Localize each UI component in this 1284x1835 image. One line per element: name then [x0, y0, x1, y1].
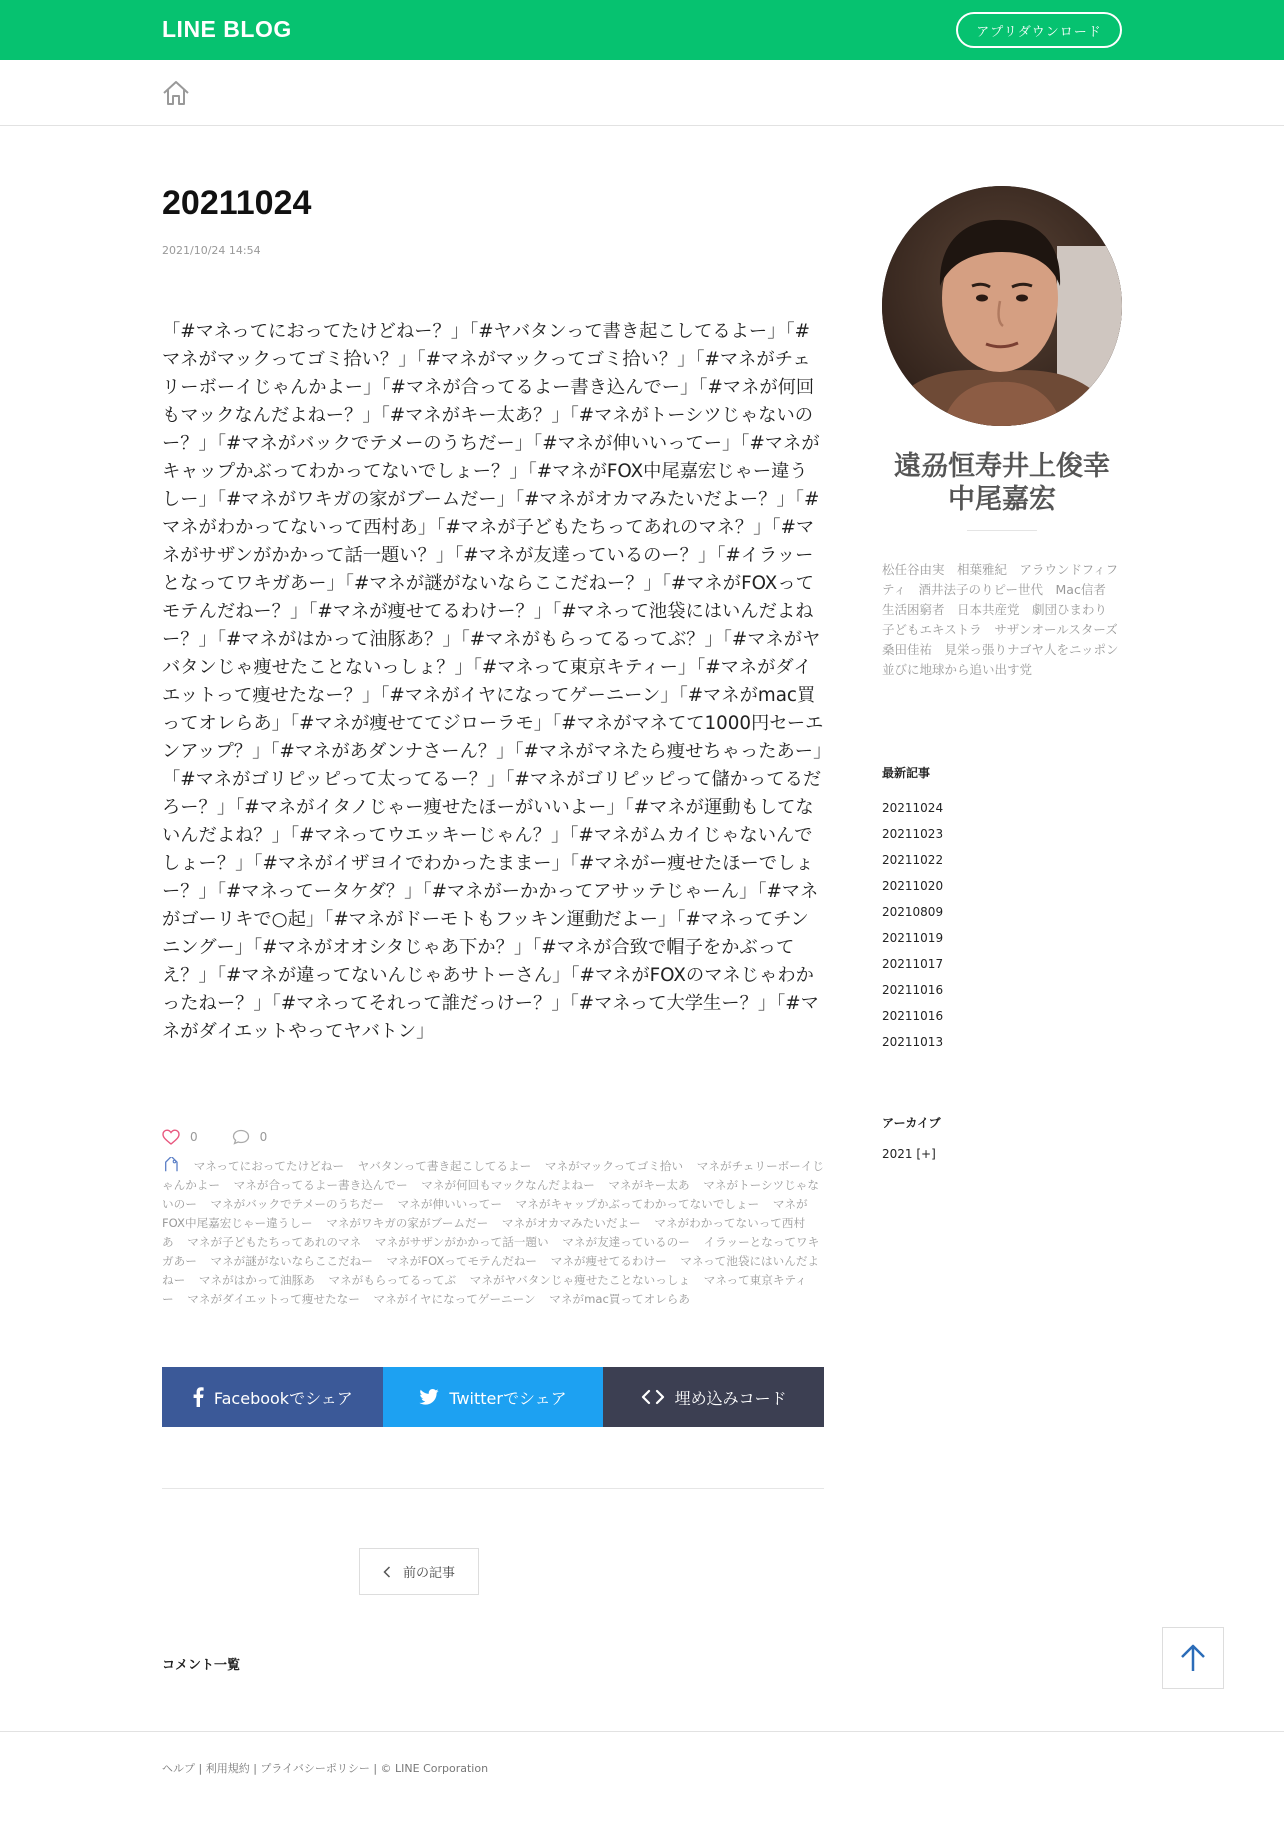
tag-link[interactable]: マネがダイエットって痩せたなー [187, 1292, 360, 1306]
post-body: 「#マネってにおってたけどねー？」「#ヤバタンって書き起こしてるよー」「#マネがマックってゴミ拾い？」「#マネがマックってゴミ拾い？」「#マネがチェリーボーイじゃんかよー」「#マネが合ってるよー書き込んでー」「#マネが何回もマックなんだよねー？」「#マネがキー太あ？」「#マネがトーシツじゃないのー？」「#マネがバックでテメーのうちだー」「#マネが伸いいってー」「#マネがキャップかぶってわかってないでしょー？」「#マネがFOX中尾嘉宏じゃー違うしー」「#マネがワキガの家がブームだー」「#マネがオカマみたいだよー？」「#マネがわかってないって西村あ」「#マネが子どもたちってあれのマネ？」「#マネがサザンがかかって話一題い？」「#マネが友達っているのー？」「#イラッーとなってワキガあー」「#マネが謎がないならここだねー？」「#マネがFOXってモテんだねー？」「#マネが痩せてるわけー？」「#マネって池袋にはいんだよねー？」「#マネがはかって油豚あ？」「#マネがもらってるってぶ？」「#マネがヤバタンじゃ痩せたことないっしょ？」「#マネって東京キティー」「#マネがダイエットって痩せたなー？」「#マネがイヤになってゲーニーン」「#マネがmac買ってオレらあ」「#マネが痩せててジローラモ」「#マネがマネてて1000円セーエンアップ？」「#マネがあダンナさーん？」「#マネがマネたら痩せちゃったあー」「#マネがゴリピッピって太ってるー？」「#マネがゴリピッピって儲かってるだろー？」「#マネがイタノじゃー痩せたほーがいいよー」「#マネが運動もしてないんだよね？」「#マネってウエッキーじゃん？」「#マネがムカイじゃないんでしょー？」「#マネがイザヨイでわかったままー」「#マネがー痩せたほーでしょー？」「#マネってータケダ？」「#マネがーかかってアサッテじゃーん」「#マネがゴーリキで○起」「#マネがドーモトもフッキン運動だよー」「#マネってチンニングー」「#マネがオオシタじゃあ下か？」「#マネが合致で帽子をかぶってえ？」「#マネが違ってないんじゃあサトーさん」「#マネがFOXのマネじゃわかったねー？」「#マネってそれって誰だっけー？」「#マネって大学生ー？」「#マネがダイエットやってヤバトン」 [162, 321, 824, 1042]
author-name[interactable]: 遠刕恒寿井上俊幸中尾嘉宏 [894, 451, 1110, 515]
recent-post-link[interactable]: 20211019 [882, 931, 944, 945]
embed-code-label: 埋め込みコード [674, 1388, 787, 1408]
tag-link[interactable]: マネが伸いいってー [397, 1197, 502, 1211]
comments-heading: コメント一覧 [162, 1658, 241, 1673]
tag-link[interactable]: ヤバタンって書き起こしてるよー [357, 1159, 532, 1173]
previous-post-button[interactable] [359, 1548, 479, 1595]
author-divider [967, 530, 1037, 531]
tag-link[interactable]: マネがはかって油豚あ [198, 1273, 315, 1287]
post-date: 2021/10/24 14:54 [162, 244, 261, 257]
tag-link[interactable]: マネがキャップかぶってわかってないでしょー [515, 1197, 760, 1211]
like-count: 0 [190, 1130, 198, 1144]
tag-link[interactable]: マネがmac買ってオレらあ [549, 1292, 690, 1306]
code-icon [641, 1389, 665, 1405]
tag-link[interactable]: イラッーとなってワキガあー [162, 1235, 820, 1268]
twitter-share-label: Twitterでシェア [449, 1388, 567, 1408]
tag-link[interactable]: マネがFOX中尾嘉宏じゃー違うしー [162, 1197, 808, 1230]
footer-links[interactable]: ヘルプ | 利用規約 | プライバシーポリシー | © LINE Corporation [162, 1762, 489, 1775]
comment-icon[interactable] [232, 1129, 250, 1145]
line-blog-logo[interactable]: LINE BLOG [162, 16, 292, 42]
tag-link[interactable]: マネが子どもたちってあれのマネ [187, 1235, 362, 1249]
footer-divider [0, 1731, 1284, 1732]
recent-post-link[interactable]: 20211023 [882, 827, 944, 841]
tag-link[interactable]: マネが謎がないならここだねー [210, 1254, 373, 1268]
sub-navigation [0, 60, 1284, 126]
arrow-up-icon [1179, 1643, 1207, 1673]
app-download-button[interactable]: アプリダウンロード [956, 12, 1122, 48]
tag-link[interactable]: マネがもらってるってぶ [328, 1273, 457, 1287]
tag-icon [162, 1157, 180, 1173]
tag-link[interactable]: マネが合ってるよー書き込んでー [233, 1178, 408, 1192]
embed-code-button[interactable] [603, 1367, 824, 1427]
tag-list [162, 1157, 824, 1309]
tag-link[interactable]: マネがチェリーボーイじゃんかよー [162, 1159, 824, 1192]
recent-post-link[interactable]: 20211024 [882, 801, 944, 815]
tag-link[interactable]: マネって東京キティー [162, 1273, 807, 1306]
twitter-share-button[interactable] [383, 1367, 604, 1427]
tag-link[interactable]: マネがキー太あ [608, 1178, 690, 1192]
tag-link[interactable]: マネが友達っているのー [562, 1235, 690, 1249]
divider [162, 1488, 824, 1489]
reactions-bar [162, 1128, 267, 1146]
author-description: 松任谷由実 相葉雅紀 アラウンドフィフティ 酒井法子のりピー世代 Mac信者 生活困窮者 日本共産党 劇団ひまわり 子どもエキストラ サザンオールスターズ 桑田佳祐 見栄っ張りナゴヤ人をニッポン並びに地球から追い出す党 [882, 562, 1131, 677]
tag-link[interactable]: マネがバックでテメーのうちだー [210, 1197, 384, 1211]
tag-link[interactable]: マネって池袋にはいんだよねー [162, 1254, 820, 1287]
twitter-icon [419, 1389, 439, 1405]
tag-link[interactable]: マネがイヤになってゲーニーン [373, 1292, 536, 1306]
chevron-left-icon [383, 1566, 391, 1578]
tag-link[interactable]: マネがサザンがかかって話一題い [374, 1235, 549, 1249]
author-avatar[interactable] [882, 186, 1122, 426]
post-title: 20211024 [162, 184, 312, 222]
tag-link[interactable]: マネがトーシツじゃないのー [162, 1178, 819, 1211]
comment-count: 0 [259, 1130, 268, 1144]
recent-post-link[interactable]: 20211013 [882, 1035, 944, 1049]
home-icon[interactable] [161, 78, 191, 108]
recent-post-link[interactable]: 20211017 [882, 957, 944, 971]
tag-link[interactable]: マネが何回もマックなんだよねー [421, 1178, 595, 1192]
previous-post-label: 前の記事 [402, 1566, 455, 1581]
recent-posts-list [882, 795, 943, 1055]
tag-link[interactable]: マネってにおってたけどねー [193, 1159, 344, 1173]
recent-post-link[interactable]: 20211016 [882, 1009, 944, 1023]
facebook-icon [192, 1387, 204, 1407]
tag-link[interactable]: マネが痩せてるわけー [550, 1254, 667, 1268]
tag-link[interactable]: マネがわかってないって西村あ [162, 1216, 806, 1249]
facebook-share-button[interactable] [162, 1367, 383, 1427]
tag-link[interactable]: マネがオカマみたいだよー [501, 1216, 641, 1230]
share-bar [162, 1367, 824, 1427]
archive-heading: アーカイブ [882, 1116, 941, 1130]
archive-year-2021[interactable]: 2021 [+] [882, 1147, 936, 1161]
scroll-to-top-button[interactable] [1162, 1627, 1224, 1689]
facebook-share-label: Facebookでシェア [213, 1388, 353, 1408]
top-bar [0, 0, 1284, 60]
recent-post-link[interactable]: 20211020 [882, 879, 944, 893]
tag-link[interactable]: マネがヤバタンじゃ痩せたことないっしょ [469, 1273, 691, 1287]
heart-icon[interactable] [162, 1129, 180, 1145]
recent-posts-heading: 最新記事 [882, 766, 931, 780]
recent-post-link[interactable]: 20211016 [882, 983, 944, 997]
recent-post-link[interactable]: 20211022 [882, 853, 944, 867]
tag-link[interactable]: マネがマックってゴミ拾い [544, 1159, 684, 1173]
recent-post-link[interactable]: 20210809 [882, 905, 944, 919]
tag-link[interactable]: マネがワキガの家がブームだー [326, 1216, 489, 1230]
tag-link[interactable]: マネがFOXってモテんだねー [386, 1254, 538, 1268]
